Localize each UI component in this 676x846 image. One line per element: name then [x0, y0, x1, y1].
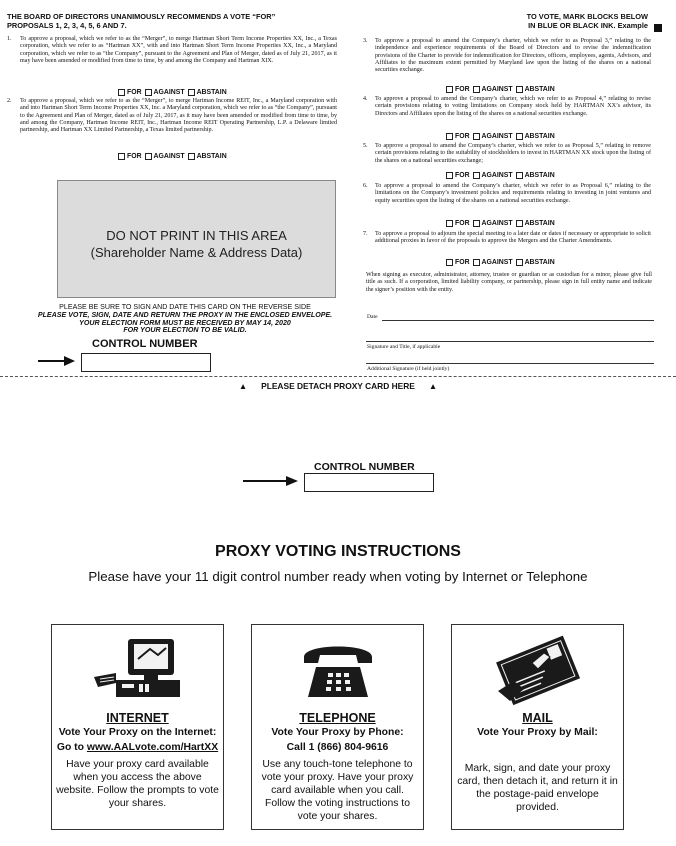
instructions-title: PROXY VOTING INSTRUCTIONS: [215, 543, 461, 560]
instruction-line4: FOR YOUR ELECTION TO BE VALID.: [123, 326, 247, 335]
telephone-title: TELEPHONE: [299, 711, 376, 725]
proposal-text: To approve a proposal to adjourn the special meeting to a later date or dates if necessary or appropriate to solicit additional proxies in favor of the proposals to approve the Mergers and the Charter Amendments.: [375, 231, 651, 245]
abstain-label: ABSTAIN: [196, 89, 227, 96]
against-label: AGAINST: [153, 89, 185, 96]
against-label: AGAINST: [481, 220, 513, 227]
right-header-line2: IN BLUE OR BLACK INK. Example: [528, 20, 648, 30]
vote-for-checkbox[interactable]: [118, 89, 125, 96]
proposal-4: [363, 96, 651, 118]
for-label: FOR: [455, 220, 470, 227]
mail-title: MAIL: [522, 711, 553, 725]
proposal-number: 7.: [363, 231, 368, 237]
left-header-line2: PROPOSALS 1, 2, 3, 4, 5, 6 AND 7.: [7, 20, 127, 30]
mail-body: Mark, sign, and date your proxy card, then detach it, and return it in the postage-paid envelope provided.: [457, 763, 618, 813]
for-label: FOR: [455, 172, 470, 179]
vote-for-checkbox[interactable]: [446, 259, 453, 266]
vote-abstain-checkbox[interactable]: [188, 89, 195, 96]
vote-against-checkbox[interactable]: [473, 259, 480, 266]
vote-for-checkbox[interactable]: [118, 153, 125, 160]
vote-abstain-checkbox[interactable]: [516, 259, 523, 266]
proposal-number: 1.: [7, 36, 12, 42]
signature-line[interactable]: [366, 341, 654, 342]
instructions-subtitle: Please have your 11 digit control number ready when voting by Internet or Telephone: [88, 569, 588, 584]
proposal-text: To approve a proposal, which we refer to as the “Merger”, to merge Hartman Income REIT, Inc., a Maryland corporation with and into Hartman Short Term Income Properties XX, Inc. a Maryland corporation, which we refer to as “the Company”, pursuant to the Agreement and Plan of Merger, dated as of July 21, 2017, as it may have been amended or modified from time to time, by and among the Company, Hartman Income REIT, Inc., Hartman Income REIT Operating Partnership, L.P. a Delaware limited partnership, and Hartman XX Limited Partnership, a Texas limited partnership.: [20, 98, 337, 134]
proposal-number: 4.: [363, 96, 368, 102]
triangle-up-icon: ▲: [238, 381, 248, 391]
against-label: AGAINST: [153, 153, 185, 160]
internet-line2: [52, 742, 223, 753]
for-label: FOR: [455, 259, 470, 266]
abstain-label: ABSTAIN: [524, 259, 555, 266]
instruction-line3: YOUR ELECTION FORM MUST BE RECEIVED BY MAY 14, 2020: [79, 318, 291, 327]
arrow-right-icon: [243, 475, 299, 487]
detach-perforation: [0, 376, 676, 377]
for-label: FOR: [455, 133, 470, 140]
internet-title: INTERNET: [106, 711, 169, 725]
proposal-text: To approve a proposal to amend the Company’s charter, which we refer to as Proposal 5,” relating to remove certain provisions relating to the suitability of stockholders to invest in HARTMAN XX stock upon the listing of the shares on a national securities exchange;: [375, 143, 651, 164]
vote-for-checkbox[interactable]: [446, 86, 453, 93]
mail-line1: Vote Your Proxy by Mail:: [477, 727, 598, 738]
instruction-line1: PLEASE BE SURE TO SIGN AND DATE THIS CARD ON THE REVERSE SIDE: [59, 303, 311, 311]
internet-goto-label: Go to: [56, 742, 87, 753]
proposal-6-votes: [446, 220, 558, 227]
against-label: AGAINST: [481, 172, 513, 179]
proposal-5-votes: [446, 172, 558, 179]
additional-signature-label: Additional Signature (if held jointly): [367, 366, 450, 372]
triangle-up-icon: ▲: [428, 381, 438, 391]
for-label: FOR: [127, 89, 142, 96]
vote-abstain-checkbox[interactable]: [516, 86, 523, 93]
internet-url-link[interactable]: www.AALvote.com/HartXX: [86, 742, 219, 753]
internet-line1: Vote Your Proxy on the Internet:: [58, 727, 217, 738]
proposal-4-votes: [446, 133, 558, 140]
computer-icon: [92, 637, 184, 703]
proposal-5: [363, 143, 651, 165]
example-filled-block: [654, 24, 662, 32]
against-label: AGAINST: [481, 86, 513, 93]
vote-abstain-checkbox[interactable]: [516, 220, 523, 227]
proposal-1: [7, 36, 337, 65]
proposal-text: To approve a proposal to amend the Company’s charter, which we refer to as Proposal 3,” relating to the independence and experience requirements of the Board of Directors and to revise the indemnification provisions of the Charter to provide for indemnification for Directors, officers, employees, agents, Advisors, and Affiliates to the maximum extent permitted by Maryland law upon the listing of the shares on a national securities exchange.: [375, 38, 651, 74]
proposal-number: 5.: [363, 143, 368, 149]
signing-note: When signing as executor, administrator, attorney, trustee or guardian or as custodian for a minor, please give full title as such. If a corporation, limited liability company, or partnership, please sign in full entity name and indicate the signer’s position with the entity.: [366, 272, 652, 293]
vote-for-checkbox[interactable]: [446, 220, 453, 227]
address-area-line2: (Shareholder Name & Address Data): [90, 245, 303, 260]
abstain-label: ABSTAIN: [524, 133, 555, 140]
proposal-number: 3.: [363, 38, 368, 44]
proposal-6: [363, 183, 651, 205]
detach-row: [0, 381, 676, 391]
proposal-number: 2.: [7, 98, 12, 104]
vote-against-checkbox[interactable]: [473, 172, 480, 179]
proposal-3-votes: [446, 86, 558, 93]
vote-against-checkbox[interactable]: [473, 86, 480, 93]
against-label: AGAINST: [481, 133, 513, 140]
proposal-2: [7, 98, 337, 134]
telephone-card: [251, 624, 424, 830]
proposal-text: To approve a proposal, which we refer to as the “Merger”, to merge Hartman Short Term Income Properties XX, Inc., a Texas corporation, which we refer to as “Hartman XX”, with and into Hartman Short Term Income Properties XX, Inc., a Maryland corporation, which we refer to as “the Company”, pursuant to the Agreement and Plan of Merger, dated as of July 21, 2017, as it may have been amended or modified from time to time, by and among the Company and Hartman XIX.: [20, 36, 337, 64]
control-number-label-bottom: CONTROL NUMBER: [314, 461, 415, 473]
proposal-text: To approve a proposal to amend the Company’s charter, which we refer to as Proposal 6,” relating to the limitations on the Company’s investment policies and requirements relating to investing in joint ventures and equity securities upon the listing of the shares on a national securities exchange.: [375, 183, 651, 204]
date-label: Date: [367, 314, 378, 320]
proposal-text: To approve a proposal to amend the Company’s charter, which we refer to as Proposal 4,” relating to revise certain provisions relating to voting limitations on Company stock held by HARTMAN XX’s advisor, its Directors and Affiliates upon the listing of the shares on a national securities exchange.: [375, 96, 651, 117]
telephone-number[interactable]: Call 1 (866) 804-9616: [286, 742, 389, 753]
shareholder-address-area: [57, 180, 336, 298]
for-label: FOR: [455, 86, 470, 93]
vote-against-checkbox[interactable]: [473, 220, 480, 227]
right-header: [448, 13, 648, 30]
proposal-3: [363, 38, 651, 74]
right-header-line1: TO VOTE, MARK BLOCKS BELOW: [526, 12, 648, 21]
additional-signature-line[interactable]: [366, 363, 654, 364]
proposal-number: 6.: [363, 183, 368, 189]
telephone-icon: [300, 637, 376, 703]
signature-label: Signature and Title, if applicable: [367, 344, 441, 350]
proposal-1-votes: [118, 89, 230, 96]
date-line[interactable]: [382, 320, 654, 321]
vote-for-checkbox[interactable]: [446, 133, 453, 140]
control-number-box-bottom[interactable]: [304, 473, 434, 492]
mail-envelope-icon: [492, 633, 586, 707]
card-instructions: [20, 304, 350, 335]
mail-card: [451, 624, 624, 830]
arrow-right-icon: [38, 355, 76, 367]
vote-abstain-checkbox[interactable]: [516, 172, 523, 179]
instruction-line2: PLEASE VOTE, SIGN, DATE AND RETURN THE PROXY IN THE ENCLOSED ENVELOPE.: [37, 310, 333, 319]
abstain-label: ABSTAIN: [524, 172, 555, 179]
proposal-7-votes: [446, 259, 558, 266]
internet-card: [51, 624, 224, 830]
left-header-line1: THE BOARD OF DIRECTORS UNANIMOUSLY RECOMMENDS A VOTE “FOR”: [7, 12, 276, 21]
detach-text: PLEASE DETACH PROXY CARD HERE: [261, 381, 415, 391]
vote-abstain-checkbox[interactable]: [516, 133, 523, 140]
telephone-body: Use any touch-tone telephone to vote your proxy. Have your proxy card available when you call. Follow the voting instructions to vote your shares.: [261, 759, 414, 822]
for-label: FOR: [127, 153, 142, 160]
control-number-label: CONTROL NUMBER: [92, 338, 198, 350]
address-area-line1: DO NOT PRINT IN THIS AREA: [106, 228, 287, 243]
vote-abstain-checkbox[interactable]: [188, 153, 195, 160]
vote-for-checkbox[interactable]: [446, 172, 453, 179]
vote-against-checkbox[interactable]: [145, 153, 152, 160]
telephone-line1: Vote Your Proxy by Phone:: [271, 727, 404, 738]
vote-against-checkbox[interactable]: [473, 133, 480, 140]
abstain-label: ABSTAIN: [524, 86, 555, 93]
control-number-box[interactable]: [81, 353, 211, 372]
vote-against-checkbox[interactable]: [145, 89, 152, 96]
left-header: [7, 13, 347, 30]
abstain-label: ABSTAIN: [196, 153, 227, 160]
against-label: AGAINST: [481, 259, 513, 266]
proposal-7: [363, 231, 651, 246]
proposal-2-votes: [118, 153, 230, 160]
abstain-label: ABSTAIN: [524, 220, 555, 227]
internet-body: Have your proxy card available when you access the above website. Follow the prompts to vote your shares.: [56, 759, 219, 809]
